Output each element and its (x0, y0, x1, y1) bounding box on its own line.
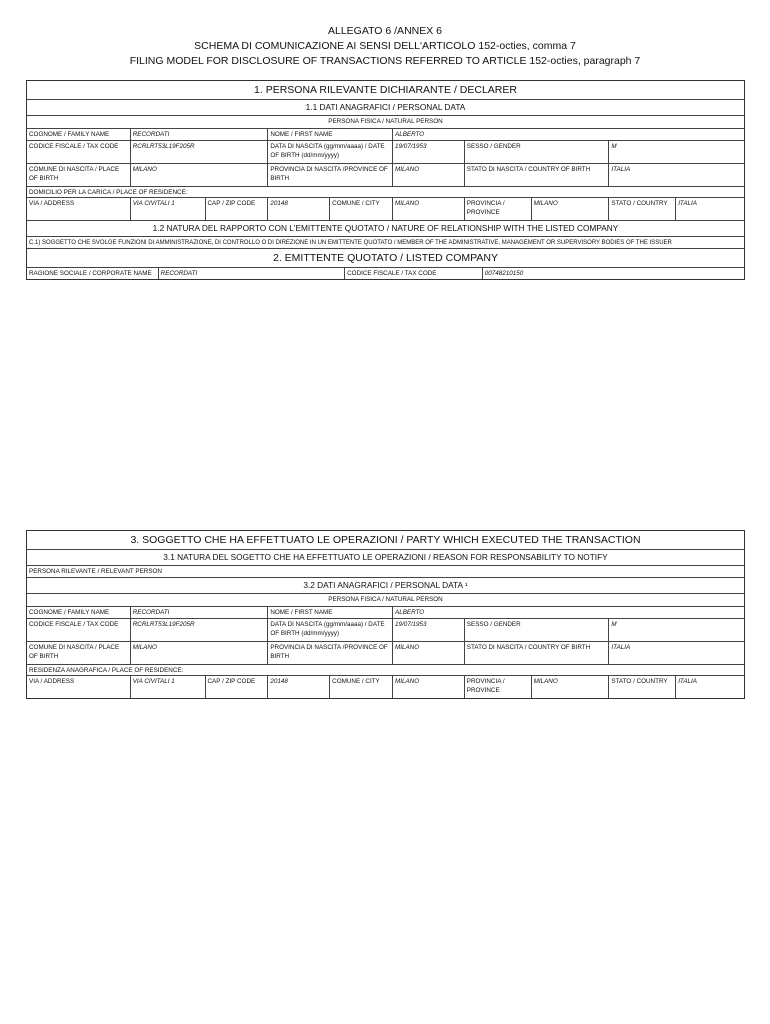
schema-title: SCHEMA DI COMUNICAZIONE AI SENSI DELL'ARTICOLO 152-octies, comma 7 (194, 40, 576, 52)
first-name-value[interactable]: ALBERTO (392, 129, 744, 140)
birth-place-value[interactable]: MILANO (130, 164, 268, 186)
section-2-title: 2. EMITTENTE QUOTATO / LISTED COMPANY (273, 252, 498, 264)
city-value-3[interactable]: MILANO (392, 676, 464, 698)
birth-country-value-3[interactable]: ITALIA (608, 642, 744, 664)
province-value[interactable]: MILANO (531, 198, 609, 220)
residence-label-3: RESIDENZA ANAGRAFICA / PLACE OF RESIDENCE: (29, 667, 184, 674)
first-name-label-3: NOME / FIRST NAME (267, 607, 392, 618)
tax-code-label-3: CODICE FISCALE / TAX CODE (29, 621, 119, 628)
first-name-label: NOME / FIRST NAME (267, 129, 392, 140)
city-label: COMUNE / CITY (329, 198, 392, 220)
tax-code-value[interactable]: RCRLRT53L19F205R (130, 141, 268, 163)
section-declarer (26, 80, 745, 280)
birth-province-label: PROVINCIA DI NASCITA /PROVINCE OF BIRTH (267, 164, 392, 186)
birth-country-value[interactable]: ITALIA (608, 164, 744, 186)
tax-code-label: CODICE FISCALE / TAX CODE (29, 143, 119, 150)
tax-birth-row (27, 140, 744, 163)
birth-place-label: COMUNE DI NASCITA / PLACE OF BIRTH (29, 166, 120, 182)
birth-date-value[interactable]: 19/07/1953 (392, 141, 464, 163)
province-label-3: PROVINCIA / PROVINCE (464, 676, 531, 698)
country-label: STATO / COUNTRY (608, 198, 675, 220)
name-row-3 (27, 606, 744, 618)
filing-model-title: FILING MODEL FOR DISCLOSURE OF TRANSACTIONS REFERRED TO ARTICLE 152-octies, paragraph 7 (129, 55, 641, 67)
zip-value[interactable]: 20148 (267, 198, 329, 220)
section-3-title: 3. SOGGETTO CHE HA EFFETTUATO LE OPERAZIONI / PARTY WHICH EXECUTED THE TRANSACTION (130, 534, 641, 546)
address-value[interactable]: VIA CIVITALI 1 (130, 198, 205, 220)
city-label-3: COMUNE / CITY (329, 676, 392, 698)
address-row-3 (27, 675, 744, 698)
tax-birth-row-3 (27, 618, 744, 641)
address-label: VIA / ADDRESS (29, 200, 75, 207)
zip-label-3: CAP / ZIP CODE (205, 676, 268, 698)
personal-data-title-3: 3.2 DATI ANAGRAFICI / PERSONAL DATA ¹ (303, 580, 468, 590)
country-label-3: STATO / COUNTRY (608, 676, 675, 698)
family-name-value[interactable]: RECORDATI (130, 129, 268, 140)
natural-person-label: PERSONA FISICA / NATURAL PERSON (328, 118, 443, 125)
section-party (26, 530, 745, 699)
birth-date-label: DATA DI NASCITA (gg/mm/aaaa) / DATE OF BIRTH (dd/mm/yyyy) (267, 141, 392, 163)
relationship-title: 1.2 NATURA DEL RAPPORTO CON L'EMITTENTE QUOTATO / NATURE OF RELATIONSHIP WITH THE LISTED COMPANY (152, 223, 619, 233)
corporate-name-label: RAGIONE SOCIALE / CORPORATE NAME (29, 270, 152, 277)
annex-title: ALLEGATO 6 /ANNEX 6 (328, 25, 442, 37)
province-value-3[interactable]: MILANO (531, 676, 609, 698)
province-label: PROVINCIA / PROVINCE (464, 198, 531, 220)
gender-label: SESSO / GENDER (464, 141, 609, 163)
address-value-3[interactable]: VIA CIVITALI 1 (130, 676, 205, 698)
birth-province-label-3: PROVINCIA DI NASCITA /PROVINCE OF BIRTH (267, 642, 392, 664)
family-name-label-3: COGNOME / FAMILY NAME (29, 609, 110, 616)
residence-label: DOMICILIO PER LA CARICA / PLACE OF RESIDENCE: (29, 189, 188, 196)
section-1-title: 1. PERSONA RILEVANTE DICHIARANTE / DECLARER (254, 84, 517, 96)
gender-label-3: SESSO / GENDER (464, 619, 609, 641)
reason-title: 3.1 NATURA DEL SOGETTO CHE HA EFFETTUATO LE OPERAZIONI / REASON FOR RESPONSABILITY TO NOTIFY (163, 552, 608, 562)
tax-code-value-3[interactable]: RCRLRT53L19F205R (130, 619, 268, 641)
birth-province-value[interactable]: MILANO (392, 164, 464, 186)
natural-person-label-3: PERSONA FISICA / NATURAL PERSON (328, 596, 443, 603)
birth-place-label-3: COMUNE DI NASCITA / PLACE OF BIRTH (29, 644, 120, 660)
first-name-value-3[interactable]: ALBERTO (392, 607, 744, 618)
gender-value[interactable]: M (608, 141, 744, 163)
corporate-name-value[interactable]: RECORDATI (158, 268, 344, 279)
birthplace-row-3 (27, 641, 744, 664)
birth-place-value-3[interactable]: MILANO (130, 642, 268, 664)
company-tax-code-value[interactable]: 00748210150 (482, 268, 744, 279)
zip-value-3[interactable]: 20148 (267, 676, 329, 698)
gender-value-3[interactable]: M (608, 619, 744, 641)
company-row (27, 267, 744, 279)
birth-province-value-3[interactable]: MILANO (392, 642, 464, 664)
name-row (27, 128, 744, 140)
country-value[interactable]: ITALIA (675, 198, 744, 220)
birth-date-label-3: DATA DI NASCITA (gg/mm/aaaa) / DATE OF BIRTH (dd/mm/yyyy) (267, 619, 392, 641)
birth-country-label-3: STATO DI NASCITA / COUNTRY OF BIRTH (464, 642, 609, 664)
personal-data-title: 1.1 DATI ANAGRAFICI / PERSONAL DATA (305, 102, 466, 112)
birth-date-value-3[interactable]: 19/07/1953 (392, 619, 464, 641)
address-row (27, 197, 744, 220)
country-value-3[interactable]: ITALIA (675, 676, 744, 698)
relationship-text[interactable]: C.1) SOGGETTO CHE SVOLGE FUNZIONI DI AMMINISTRAZIONE, DI CONTROLLO O DI DIREZIONE IN UN EMITTENTE QUOTATO / MEMBER OF THE ADMINISTRATIVE, MANAGEMENT OR SUPERVISORY BODIES OF THE ISSUER (29, 240, 672, 246)
birth-country-label: STATO DI NASCITA / COUNTRY OF BIRTH (464, 164, 609, 186)
birthplace-row (27, 163, 744, 186)
family-name-label: COGNOME / FAMILY NAME (29, 131, 110, 138)
address-label-3: VIA / ADDRESS (29, 678, 75, 685)
reason-value[interactable]: PERSONA RILEVANTE / RELEVANT PERSON (29, 568, 162, 575)
family-name-value-3[interactable]: RECORDATI (130, 607, 268, 618)
zip-label: CAP / ZIP CODE (205, 198, 268, 220)
document-header (0, 24, 770, 69)
city-value[interactable]: MILANO (392, 198, 464, 220)
company-tax-code-label: CODICE FISCALE / TAX CODE (344, 268, 482, 279)
